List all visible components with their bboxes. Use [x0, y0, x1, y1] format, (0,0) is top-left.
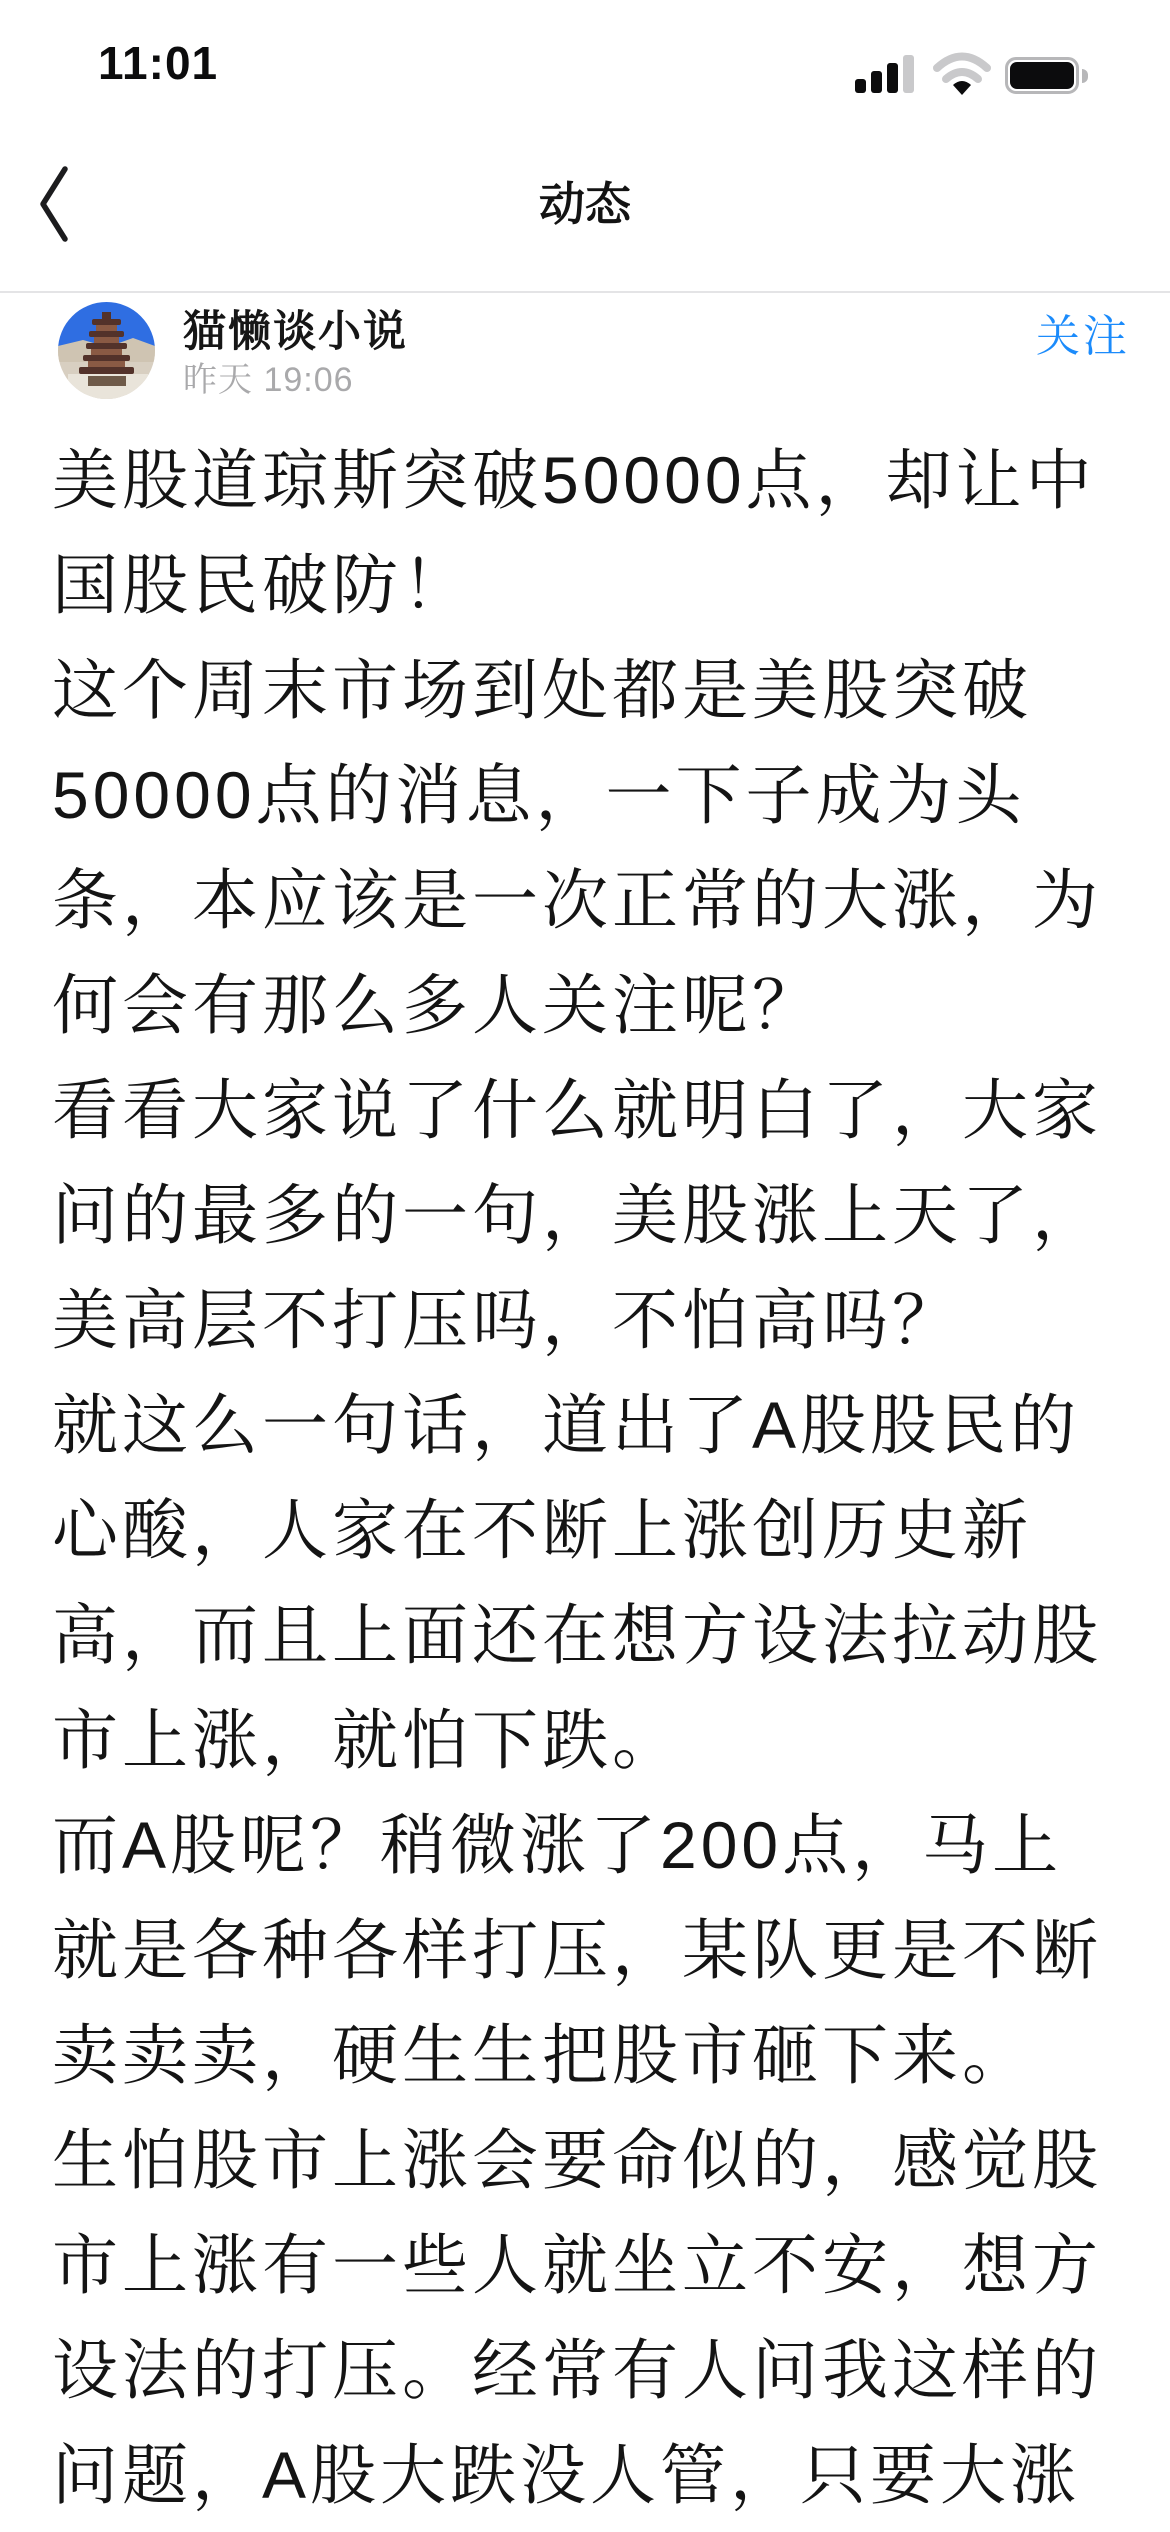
post-text-line: 美股道琼斯突破50000点，却让中 — [52, 443, 1096, 517]
username[interactable]: 猫懒谈小说 — [183, 308, 408, 356]
post-text-line: 设法的打压。经常有人问我这样的 — [52, 2333, 1102, 2407]
nav-divider — [0, 291, 1170, 293]
post-paragraph — [52, 1058, 1150, 1373]
post-paragraph — [52, 638, 1150, 1058]
follow-button[interactable]: 关注 — [1036, 312, 1130, 361]
post-text-line: 生怕股市上涨会要命似的，感觉股 — [52, 2123, 1102, 2197]
nav-bar — [0, 100, 1170, 291]
post-paragraph — [52, 1373, 1150, 1793]
post-text-line: 国股民破防！ — [52, 548, 472, 622]
post-text-line: 问的最多的一句，美股涨上天了， — [52, 1178, 1102, 1252]
post-text-line: 美高层不打压吗，不怕高吗？ — [52, 1283, 962, 1357]
post-text-line: 何会有那么多人关注呢？ — [52, 968, 822, 1042]
status-time: 11:01 — [98, 37, 219, 89]
post-text-line: 市上涨有一些人就坐立不安，想方 — [52, 2228, 1102, 2302]
post-body — [52, 428, 1150, 2528]
post-paragraph — [52, 2108, 1150, 2528]
post-text-line: 就是各种各样打压，某队更是不断 — [52, 1913, 1102, 1987]
post-text-line: 市上涨，就怕下跌。 — [52, 1703, 682, 1777]
post-text-line: 而A股呢？稍微涨了200点，马上 — [52, 1808, 1063, 1882]
post-text-line: 就这么一句话，道出了A股股民的 — [52, 1388, 1081, 1462]
pagoda-avatar-photo — [58, 386, 155, 399]
avatar[interactable] — [58, 302, 155, 399]
battery-icon — [1005, 57, 1095, 95]
post-timestamp: 昨天 19:06 — [183, 361, 354, 399]
status-bar — [0, 0, 1170, 100]
post-text-line: 高，而且上面还在想方设法拉动股 — [52, 1598, 1102, 1672]
cellular-signal-icon — [855, 55, 917, 93]
post-text-line: 50000点的消息，一下子成为头 — [52, 758, 1026, 832]
post-text-line: 条，本应该是一次正常的大涨，为 — [52, 863, 1102, 937]
post-text-line: 看看大家说了什么就明白了，大家 — [52, 1073, 1102, 1147]
page-title: 动态 — [539, 178, 631, 230]
post-paragraph — [52, 428, 1150, 638]
post-text-line: 这个周末市场到处都是美股突破 — [52, 653, 1032, 727]
post-text-line: 卖卖卖，硬生生把股市砸下来。 — [52, 2018, 1032, 2092]
wifi-icon — [933, 52, 991, 101]
chevron-left-icon — [36, 233, 70, 250]
post-text-line: 问题，A股大跌没人管，只要大涨 — [52, 2438, 1081, 2512]
post-text-line: 心酸，人家在不断上涨创历史新 — [52, 1493, 1032, 1567]
post-paragraph — [52, 1793, 1150, 2108]
